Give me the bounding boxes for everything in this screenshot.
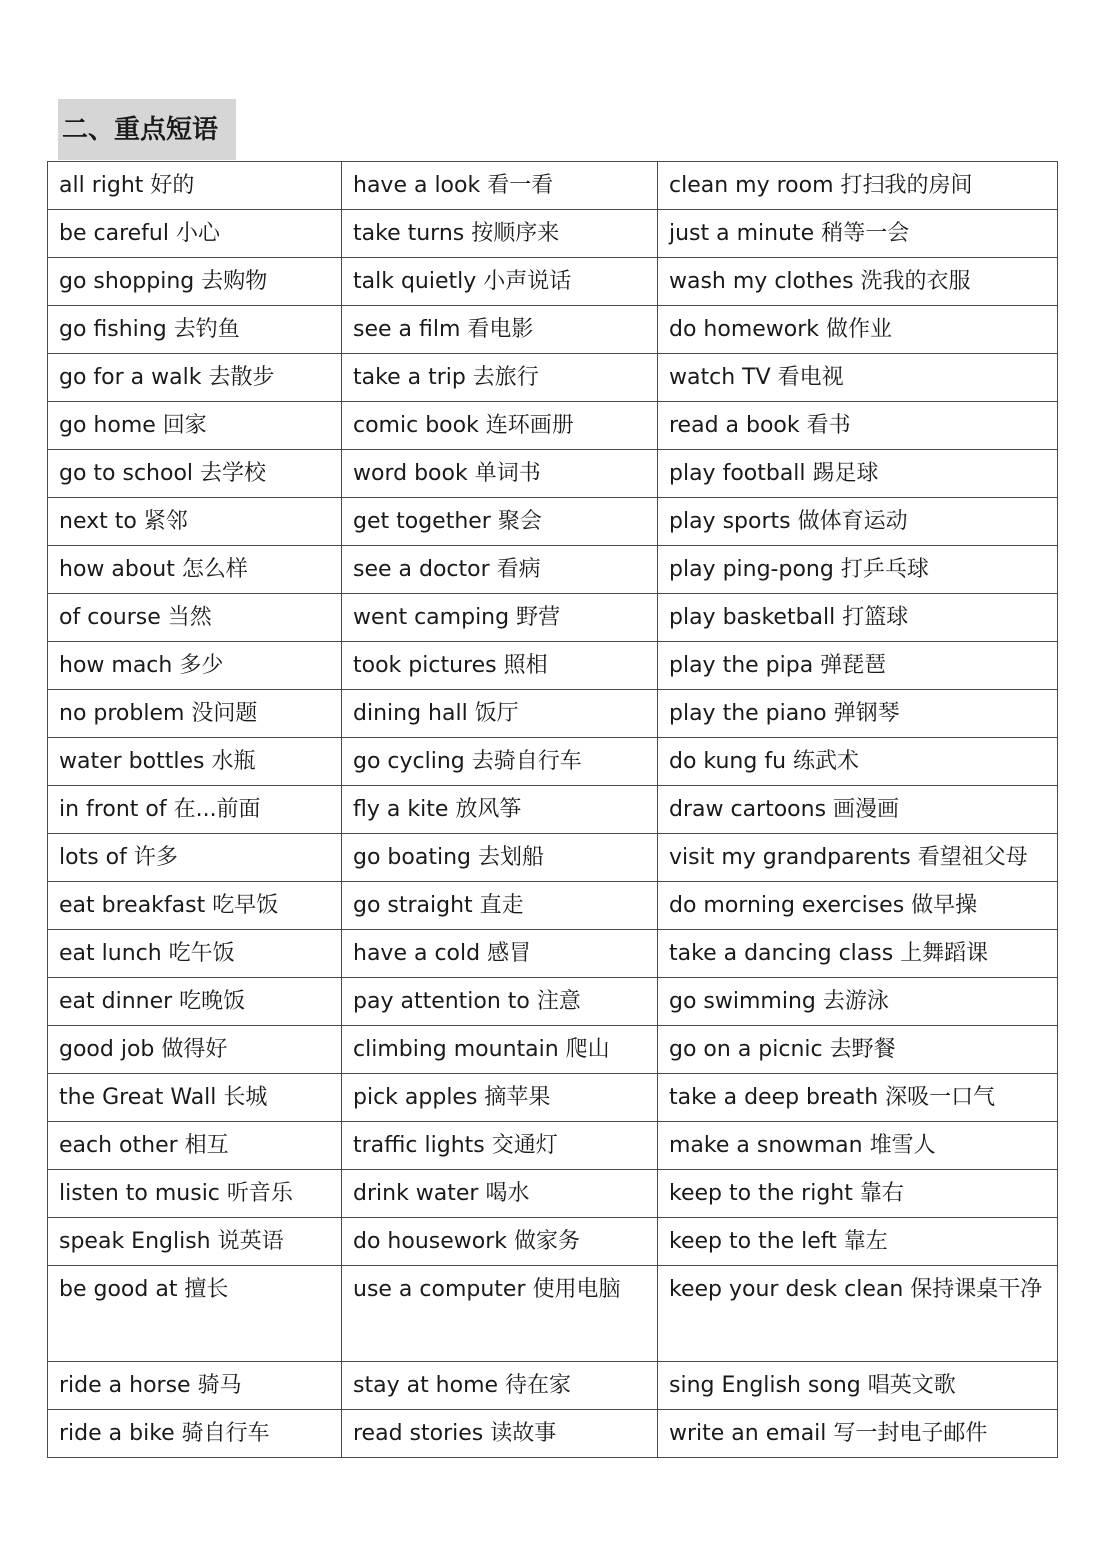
phrase-cell: good job 做得好 <box>48 1026 342 1074</box>
phrase-cell: eat lunch 吃午饭 <box>48 930 342 978</box>
phrase-cell: visit my grandparents 看望祖父母 <box>658 834 1058 882</box>
phrase-cell: take a dancing class 上舞蹈课 <box>658 930 1058 978</box>
phrase-cell: just a minute 稍等一会 <box>658 210 1058 258</box>
table-row <box>48 1410 1058 1458</box>
phrase-cell: read stories 读故事 <box>342 1410 658 1458</box>
table-row <box>48 498 1058 546</box>
phrase-cell <box>658 1266 1058 1362</box>
phrase-cell: eat dinner 吃晚饭 <box>48 978 342 1026</box>
table-row <box>48 306 1058 354</box>
phrase-cell: go swimming 去游泳 <box>658 978 1058 1026</box>
phrase-cell: word book 单词书 <box>342 450 658 498</box>
phrase-cell: the Great Wall 长城 <box>48 1074 342 1122</box>
phrase-cell: take a trip 去旅行 <box>342 354 658 402</box>
table-row <box>48 834 1058 882</box>
phrase-cell: no problem 没问题 <box>48 690 342 738</box>
phrase-cell: go shopping 去购物 <box>48 258 342 306</box>
table-row <box>48 450 1058 498</box>
table-row <box>48 354 1058 402</box>
table-row <box>48 1122 1058 1170</box>
table-row <box>48 882 1058 930</box>
phrase-cell: in front of 在...前面 <box>48 786 342 834</box>
phrase-cell: use a computer 使用电脑 <box>342 1266 658 1362</box>
table-row <box>48 1026 1058 1074</box>
table-row <box>48 162 1058 210</box>
phrase-cell: write an email 写一封电子邮件 <box>658 1410 1058 1458</box>
phrase-cell: do morning exercises 做早操 <box>658 882 1058 930</box>
phrase-cell: sing English song 唱英文歌 <box>658 1362 1058 1410</box>
table-row <box>48 978 1058 1026</box>
phrase-cell: of course 当然 <box>48 594 342 642</box>
phrase-cell: keep to the left 靠左 <box>658 1218 1058 1266</box>
phrase-cell: climbing mountain 爬山 <box>342 1026 658 1074</box>
table-row <box>48 210 1058 258</box>
phrase-cell: wash my clothes 洗我的衣服 <box>658 258 1058 306</box>
phrase-cell: clean my room 打扫我的房间 <box>658 162 1058 210</box>
phrase-cell: go to school 去学校 <box>48 450 342 498</box>
phrase-cell: pick apples 摘苹果 <box>342 1074 658 1122</box>
table-row <box>48 402 1058 450</box>
phrase-cell: speak English 说英语 <box>48 1218 342 1266</box>
phrase-cell: dining hall 饭厅 <box>342 690 658 738</box>
phrase-cell: go boating 去划船 <box>342 834 658 882</box>
table-row <box>48 546 1058 594</box>
table-row <box>48 1362 1058 1410</box>
phrase-cell: play the pipa 弹琵琶 <box>658 642 1058 690</box>
phrase-cell: go fishing 去钓鱼 <box>48 306 342 354</box>
phrase-cell: went camping 野营 <box>342 594 658 642</box>
phrase-cell: talk quietly 小声说话 <box>342 258 658 306</box>
phrase-cell: ride a horse 骑马 <box>48 1362 342 1410</box>
phrase-cell: drink water 喝水 <box>342 1170 658 1218</box>
phrase-cell: make a snowman 堆雪人 <box>658 1122 1058 1170</box>
phrase-cell: go on a picnic 去野餐 <box>658 1026 1058 1074</box>
phrase-cell: draw cartoons 画漫画 <box>658 786 1058 834</box>
phrase-cell: fly a kite 放风筝 <box>342 786 658 834</box>
phrase-cell: see a doctor 看病 <box>342 546 658 594</box>
phrase-cell: took pictures 照相 <box>342 642 658 690</box>
phrase-cell: go for a walk 去散步 <box>48 354 342 402</box>
phrase-cell: go cycling 去骑自行车 <box>342 738 658 786</box>
phrase-cell: have a cold 感冒 <box>342 930 658 978</box>
phrase-cell: take a deep breath 深吸一口气 <box>658 1074 1058 1122</box>
phrase-cell: listen to music 听音乐 <box>48 1170 342 1218</box>
phrase-cell: do housework 做家务 <box>342 1218 658 1266</box>
table-row <box>48 1266 1058 1362</box>
table-row <box>48 786 1058 834</box>
table-row <box>48 1170 1058 1218</box>
phrase-cell: get together 聚会 <box>342 498 658 546</box>
table-row <box>48 594 1058 642</box>
phrase-cell: play the piano 弹钢琴 <box>658 690 1058 738</box>
phrase-cell: ride a bike 骑自行车 <box>48 1410 342 1458</box>
table-row <box>48 258 1058 306</box>
phrase-cell: eat breakfast 吃早饭 <box>48 882 342 930</box>
table-row <box>48 1218 1058 1266</box>
table-row <box>48 642 1058 690</box>
phrase-cell: see a film 看电影 <box>342 306 658 354</box>
phrase-cell: have a look 看一看 <box>342 162 658 210</box>
phrase-cell: play football 踢足球 <box>658 450 1058 498</box>
phrase-cell: pay attention to 注意 <box>342 978 658 1026</box>
phrase-cell: read a book 看书 <box>658 402 1058 450</box>
phrase-cell: traffic lights 交通灯 <box>342 1122 658 1170</box>
phrase-cell: play ping-pong 打乒乓球 <box>658 546 1058 594</box>
phrase-cell: keep to the right 靠右 <box>658 1170 1058 1218</box>
phrase-cell-text: keep your desk clean 保持课桌干净 <box>669 1277 1043 1302</box>
phrase-cell: play sports 做体育运动 <box>658 498 1058 546</box>
phrase-cell: how about 怎么样 <box>48 546 342 594</box>
phrase-cell: be careful 小心 <box>48 210 342 258</box>
table-row <box>48 738 1058 786</box>
table-row <box>48 690 1058 738</box>
phrase-cell: comic book 连环画册 <box>342 402 658 450</box>
phrase-table-body <box>48 162 1058 1458</box>
phrase-cell: go straight 直走 <box>342 882 658 930</box>
phrase-cell: how mach 多少 <box>48 642 342 690</box>
phrase-cell: play basketball 打篮球 <box>658 594 1058 642</box>
phrase-cell: next to 紧邻 <box>48 498 342 546</box>
phrase-cell: watch TV 看电视 <box>658 354 1058 402</box>
phrase-table <box>47 161 1058 1458</box>
table-row <box>48 1074 1058 1122</box>
phrase-cell: stay at home 待在家 <box>342 1362 658 1410</box>
phrase-cell: take turns 按顺序来 <box>342 210 658 258</box>
phrase-cell: do kung fu 练武术 <box>658 738 1058 786</box>
phrase-cell: go home 回家 <box>48 402 342 450</box>
section-heading: 二、重点短语 <box>58 99 236 160</box>
phrase-cell: do homework 做作业 <box>658 306 1058 354</box>
phrase-cell: be good at 擅长 <box>48 1266 342 1362</box>
table-row <box>48 930 1058 978</box>
phrase-cell: lots of 许多 <box>48 834 342 882</box>
phrase-cell: water bottles 水瓶 <box>48 738 342 786</box>
phrase-cell: all right 好的 <box>48 162 342 210</box>
phrase-cell: each other 相互 <box>48 1122 342 1170</box>
